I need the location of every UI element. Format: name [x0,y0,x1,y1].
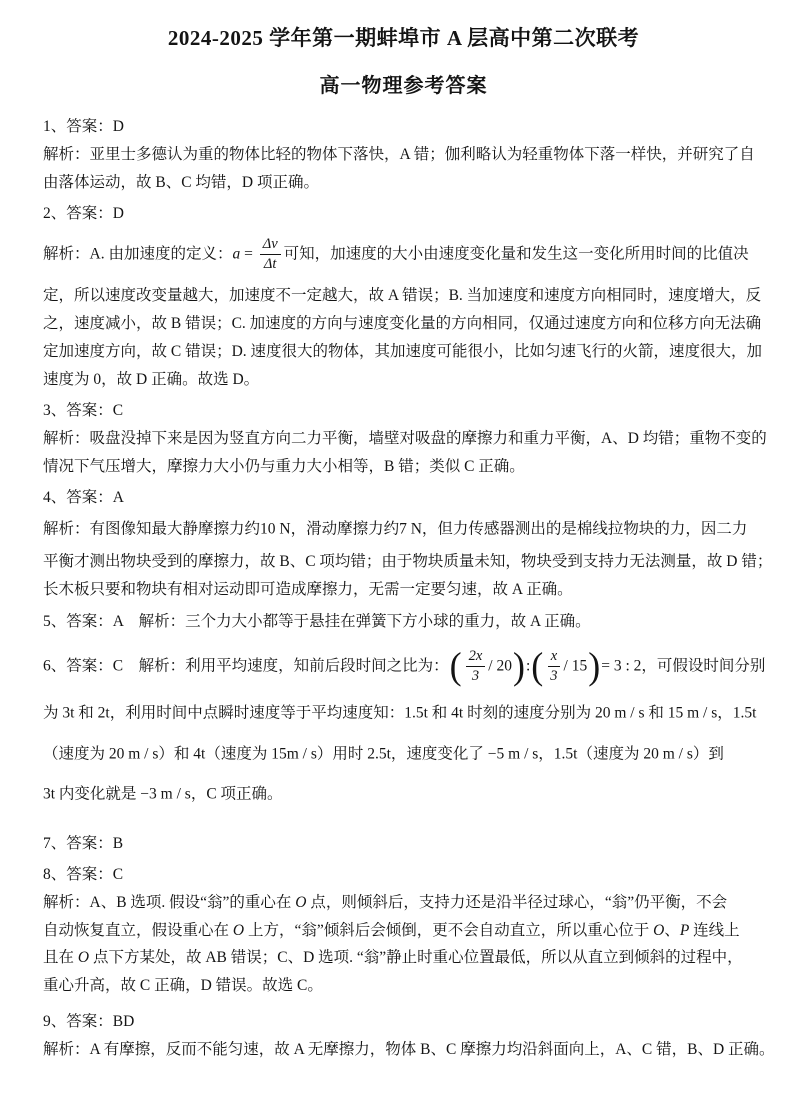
text-run: 8、答案：C [43,865,124,883]
text-run: 自动恢复直立，假设重心在 [43,921,233,939]
text-run: : [525,657,531,675]
analysis-line [43,365,764,393]
text-run: / 15 [563,657,588,675]
text-run: 6、答案：C 解析：利用平均速度，知前后段时间之比为： [43,657,449,675]
text-run: 速度为 0，故 D 正确。故选 D。 [43,370,260,388]
answers-list [43,112,775,1063]
document-subtitle: 高一物理参考答案 [319,75,488,97]
answer-line [43,396,764,424]
fraction: $\frac{x}{3}$ [547,648,560,684]
text-run: 5、答案：A 解析：三个力大小都等于悬挂在弹簧下方小球的重力，故 A 正确。 [43,612,591,630]
text-run: 解析：A 有摩擦，反而不能匀速，故 A 无摩擦力，物体 B、C 摩擦力均沿斜面向上，A、C 错，B、D 正确。 [43,1041,775,1059]
text-run: 由落体运动，故 B、C 均错，D 项正确。 [43,173,319,191]
analysis-line [43,547,773,575]
text-run: 定加速度方向，故 C 错误；D. 速度很大的物体，其加速度可能很小，比如匀速飞行的火箭，速度很大，加 [43,343,763,360]
text-run: 解析：有图像知最大静摩擦力约10 N，滑动摩擦力约7 N，但力传感器测出的是棉线拉物块的力，因二力 [43,520,748,538]
analysis-line [43,168,764,196]
math-variable: O [232,921,245,939]
math-variable: O [295,893,307,911]
text-run: = 3 : 2 [601,657,642,675]
analysis-line [43,971,764,999]
document-title: 2024-2025 学年第一期蚌埠市 A 层高中第二次联考 [167,26,640,50]
text-run: 3、答案：C [43,401,124,419]
fraction: $\frac{2x}{3}$ [466,648,486,684]
analysis-line [43,337,764,365]
analysis-line [43,888,764,916]
text-run: ，可假设时间分别 [641,657,766,675]
analysis-line [43,734,764,774]
answer-item-1 [43,112,764,196]
text-run: 可知，加速度的大小由速度变化量和发生这一变化所用时间的比值决 [283,245,749,263]
text-run: 平衡才测出物块受到的摩擦力，故 B、C 项均错；由于物块质量未知，物块受到支持力无法测量，故 D 错； [43,553,773,571]
analysis-line [43,309,764,337]
analysis-line [43,943,764,971]
text-run: 且在 [43,949,78,967]
answer-item-4 [43,483,773,603]
text-run: 、 [664,921,680,939]
math-variable: O [653,921,665,939]
analysis-line [43,424,767,452]
text-run: 1、答案：D [43,117,124,135]
answer-line [43,112,764,140]
text-run: 为 3t 和 2t，利用时间中点瞬时速度等于平均速度知：1.5t 和 4t 时刻的速度分别为 20 m / s 和 15 m / s，1.5t [43,704,757,722]
answer-item-7 [43,829,764,857]
text-run: 点，则倾斜后，支持力还是沿半径过球心，“翁”仍平衡，不会 [306,893,728,911]
answer-line [43,829,764,857]
text-run: 解析：A、B 选项. 假设“翁”的重心在 [43,893,296,911]
analysis-line [43,281,764,309]
big-paren-glyph: ( [531,645,544,688]
text-run: 点下方某处，故 AB 错误；C、D 选项. “翁”静止时重心位置最低，所以从直立到倾斜的过程中， [89,949,743,967]
answer-item-6 [43,639,764,815]
text-run: 重心升高，故 C 正确，D 错误。故选 C。 [43,977,323,995]
text-run: / 20 [488,657,512,675]
analysis-line [43,693,764,733]
answer-item-5 [43,607,764,635]
text-run: 长木板只要和物块有相对运动即可造成摩擦力，无需一定要匀速，故 A 正确。 [43,581,573,598]
answer-item-3 [43,396,767,480]
answer-line [43,607,764,635]
text-run: = [240,245,257,263]
answer-line [43,639,764,693]
answer-line [43,199,764,227]
math-variable: P [679,921,690,939]
answer-item-8 [43,860,764,1000]
answer-item-9 [43,1007,775,1063]
text-run: 7、答案：B [43,834,124,852]
answer-line [43,860,764,888]
analysis-line [43,1035,775,1063]
analysis-line [43,916,764,944]
text-run: 2、答案：D [43,204,124,222]
text-run: 情况下气压增大，摩擦力大小仍与重力大小相等，B 错；类似 C 正确。 [43,457,525,475]
text-run: 解析：吸盘没掉下来是因为竖直方向二力平衡，墙壁对吸盘的摩擦力和重力平衡，A、D 均错；重物不变的 [43,429,767,447]
text-run: 解析：A. 由加速度的定义： [43,245,233,263]
analysis-line [43,140,764,168]
math-variable: O [77,949,90,967]
text-run: 9、答案：BD [43,1013,135,1031]
text-run: （速度为 20 m / s）和 4t（速度为 15m / s）用时 2.5t，速度变化了 −5 m / s，1.5t（速度为 20 m / s）到 [43,745,724,763]
text-run: 连线上 [689,921,740,939]
big-paren-glyph: ) [588,645,601,688]
analysis-line [43,774,764,814]
text-run: 定，所以速度改变量越大，加速度不一定越大，故 A 错误；B. 当加速度和速度方向相同时，速度增大，反 [43,287,762,305]
analysis-line [43,227,764,281]
text-run: 之，速度减小，故 B 错误；C. 加速度的方向与速度变化量的方向相同，仅通过速度方向和位移方向无法确 [43,315,762,333]
text-run: 解析：亚里士多德认为重的物体比轻的物体下落快，A 错；伽利略认为轻重物体下落一样快，并研究了自 [43,145,755,163]
big-paren-glyph: ) [512,645,525,688]
answer-line [43,1007,764,1035]
analysis-line [43,511,764,547]
text-run: 4、答案：A [43,488,124,506]
answer-line [43,483,764,511]
text-run: 上方，“翁”倾斜后会倾倒，更不会自动直立，所以重心位于 [244,921,654,939]
text-run: 3t 内变化就是 −3 m / s，C 项正确。 [43,785,283,803]
fraction: $\frac{\Delta v}{\Delta t}$ [260,236,281,272]
answer-item-2 [43,199,764,393]
analysis-line [43,575,764,603]
math-variable: a [232,245,241,263]
big-paren-glyph: ( [449,645,462,688]
analysis-line [43,452,764,480]
